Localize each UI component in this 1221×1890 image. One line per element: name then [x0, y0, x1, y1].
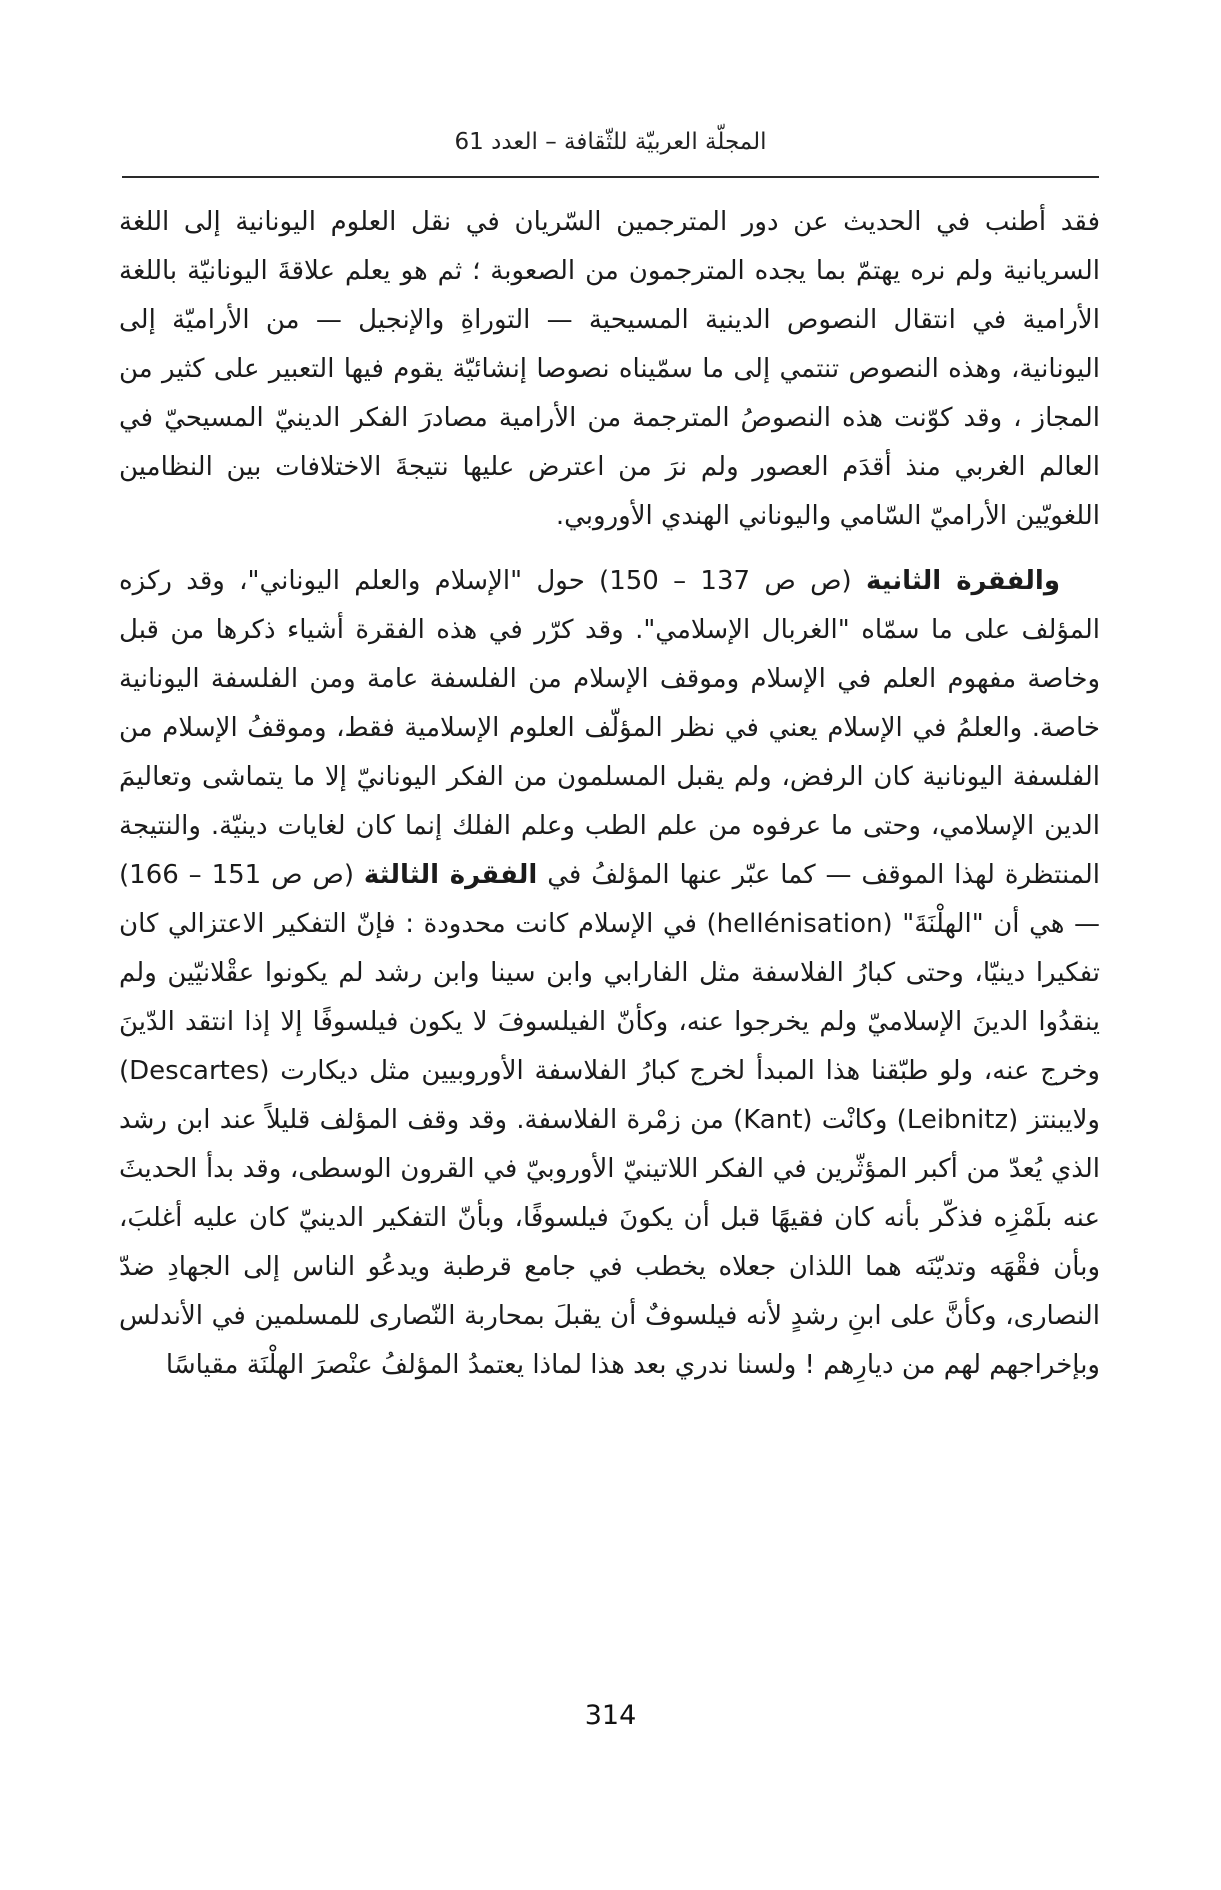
paragraph-translators: فقد أطنب في الحديث عن دور المترجمين السّريان في نقل العلوم اليونانية إلى اللغة السريانية ولم نره يهتمّ بما يجده المترجمون من الصعوبة ؛ ثم هو يعلم علاقةَ اليونانيّة باللغة الأرامية في انتقال النصوص الدينية المسيحية — التوراةِ والإنجيل — من الأراميّة إلى اليونانية، وهذه النصوص تنتمي إلى ما سمّيناه نصوصا إنشائيّة يقوم فيها التعبير على كثير من المجاز ، وقد كوّنت هذه النصوصُ المترجمة من الأرامية مصادرَ الفكر الدينيّ المسيحيّ في العالم الغربي منذ أقدَم العصور ولم نرَ من اعترض عليها نتيجةَ الاختلافات بين النظامين اللغويّين الأراميّ السّامي واليوناني الهندي الأوروبي.: [119, 207, 1100, 531]
second-section-text-b: (ص ص 151 – 166) — هي أن "الهلْنَةَ" (hellénisation) في الإسلام كانت محدودة : فإنّ التفكير الاعتزالي كان تفكيرا دينيّا، وحتى كبارُ الفلاسفة مثل الفارابي وابن سينا وابن رشد لم يكونوا عقْلانيّين ولم ينقدُوا الدينَ الإسلاميّ ولم يخرجوا عنه، وكأنّ الفيلسوفَ لا يكون فيلسوفًا إلا إذا انتقد الدّينَ وخرج عنه، ولو طبّقنا هذا المبدأ لخرج كبارُ الفلاسفة الأوروبيين مثل ديكارت (Descartes) ولايبنتز (Leibnitz) وكانْت (Kant) من زمْرة الفلاسفة. وقد وقف المؤلف قليلاً عند ابن رشد الذي يُعدّ من أكبر المؤثّرين في الفكر اللاتينيّ الأوروبيّ في القرون الوسطى، وقد بدأ الحديثَ عنه بلَمْزِه فذكّر بأنه كان فقيهًا قبل أن يكونَ فيلسوفًا، وبأنّ التفكير الدينيّ كان عليه أغلبَ، وبأن فقْهَه وتديّنَه هما اللذان جعلاه يخطب في جامع قرطبة ويدعُو الناس إلى الجهادِ ضدّ النصارى، وكأنَّ على ابنِ رشدٍ لأنه فيلسوفٌ أن يقبلَ بمحاربة النّصارى للمسلمين في الأندلس وبإخراجهم لهم من ديارِهم ! ولسنا ندري بعد هذا لماذا يعتمدُ المؤلفُ عنْصرَ الهلْنَة مقياسًا: [119, 860, 1101, 1380]
second-section-text-a: (ص ص 137 – 150) حول "الإسلام والعلم اليوناني"، وقد ركزه المؤلف على ما سمّاه "الغربال الإسلامي". وقد كرّر في هذه الفقرة أشياء ذكرها من قبل وخاصة مفهوم العلم في الإسلام وموقف الإسلام من الفلسفة عامة ومن الفلسفة اليونانية خاصة. والعلمُ في الإسلام يعني في نظر المؤلّف العلوم الإسلامية فقط، وموقفُ الإسلام من الفلسفة اليونانية كان الرفض، ولم يقبل المسلمون من الفكر اليونانيّ إلا ما يتماشى وتعاليمَ الدين الإسلامي، وحتى ما عرفوه من علم الطب وعلم الفلك إنما كان لغايات دينيّة. والنتيجة المنتظرة لهذا الموقف — كما عبّر عنها المؤلفُ في: [119, 566, 1100, 890]
paragraph-second-section: [119, 557, 1100, 1390]
header-divider-rule: [122, 176, 1099, 178]
page-number: 314: [584, 1700, 637, 1731]
second-section-label: والفقرة الثانية: [865, 566, 1060, 596]
third-section-label: الفقرة الثالثة: [363, 860, 538, 890]
journal-title-header: المجلّة العربيّة للثّقافة – العدد 61: [454, 129, 767, 155]
page-body: [119, 198, 1100, 1390]
